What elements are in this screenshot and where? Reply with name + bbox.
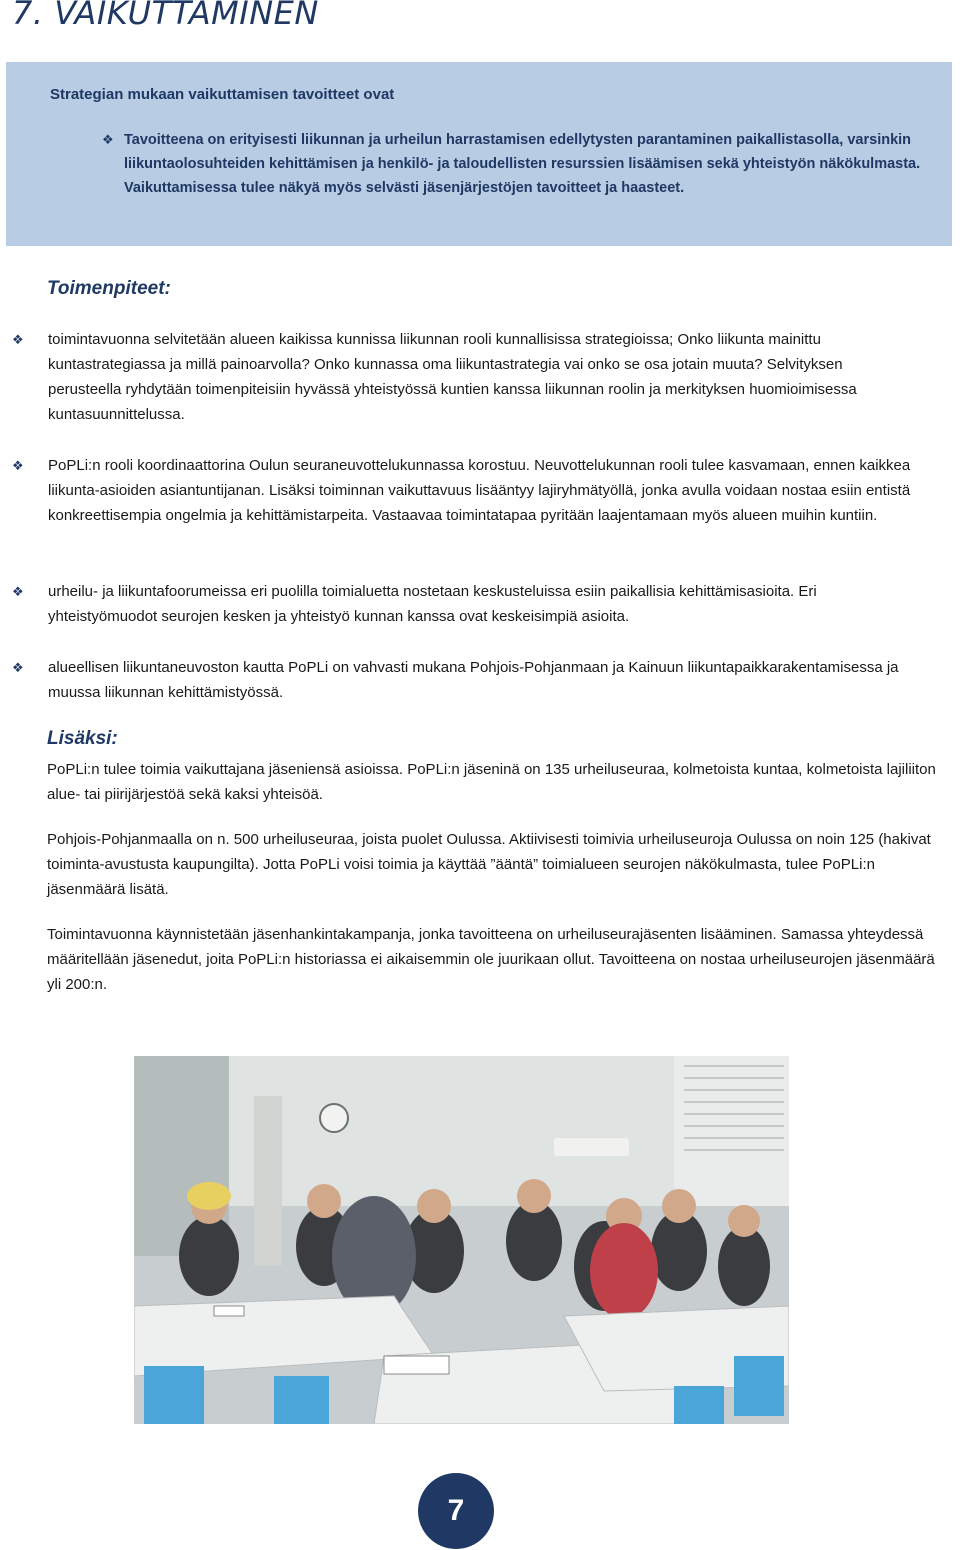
measure-item	[12, 327, 912, 427]
strategy-title: Strategian mukaan vaikuttamisen tavoitteet ovat	[50, 86, 395, 103]
diamond-bullet-icon: ❖	[102, 132, 114, 147]
page-heading: 7. VAIKUTTAMINEN	[12, 0, 319, 32]
measure-item-text: toimintavuonna selvitetään alueen kaikissa kunnissa liikunnan rooli kunnallisissa strategioissa; Onko liikunta mainittu kuntastrategiassa ja millä painoarvolla? Onko kunnassa oma liikuntastrategia vai onko se osa jotain muuta? Selvityksen perusteella ryhdytään toimenpiteisiin hyvässä yhteistyössä kuntien kanssa liikunnan roolin ja merkityksen huomioimisessa kuntasuunnittelussa.	[48, 331, 857, 423]
paragraph: PoPLi:n tulee toimia vaikuttajana jäseniensä asioissa. PoPLi:n jäseninä on 135 urheiluseuraa, kolmetoista kuntaa, kolmetoista lajiliiton alue- tai piirijärjestöä sekä kaksi yhteisöä.	[47, 761, 936, 803]
measure-item	[12, 453, 912, 528]
diamond-bullet-icon: ❖	[12, 660, 24, 675]
measure-item	[12, 655, 912, 705]
measure-item	[12, 579, 912, 629]
diamond-bullet-icon: ❖	[12, 458, 24, 473]
strategy-bullet-text: Tavoitteena on erityisesti liikunnan ja urheilun harrastamisen edellytysten parantaminen paikallistasolla, varsinkin liikuntaolosuhteiden kehittämisen ja henkilö- ja taloudellisten resurssien lisäämisen sekä yhteistyön näkökulmasta. Vaikuttamisessa tulee näkyä myös selvästi jäsenjärjestöjen tavoitteet ja haasteet.	[124, 132, 921, 196]
diamond-bullet-icon: ❖	[12, 584, 24, 599]
paragraph: Pohjois-Pohjanmaalla on n. 500 urheiluseuraa, joista puolet Oulussa. Aktiivisesti toimivia urheiluseuroja Oulussa on noin 125 (hakivat toiminta-avustusta kaupungilta). Jotta PoPLi voisi toimia ja käyttää ”ääntä” toimialueen seurojen näkökulmasta, tulee PoPLi:n jäsenmäärä lisätä.	[47, 831, 931, 898]
measures-title: Toimenpiteet:	[47, 278, 171, 299]
measure-item-text: alueellisen liikuntaneuvoston kautta PoPLi on vahvasti mukana Pohjois-Pohjanmaan ja Kainuun liikuntapaikkarakentamisessa ja muussa liikunnan kehittämistyössä.	[48, 659, 899, 701]
page-number-badge: 7	[418, 1473, 494, 1549]
measure-item-text: urheilu- ja liikuntafoorumeissa eri puolilla toimialuetta nostetaan keskusteluissa esiin paikallisia kehittämisasioita. Eri yhteistyömuodot seurojen kesken ja yhteistyö kunnan kanssa ovat keskeisimpiä asioita.	[48, 583, 817, 625]
meeting-photo	[134, 1056, 789, 1424]
diamond-bullet-icon: ❖	[12, 332, 24, 347]
additionally-title: Lisäksi:	[47, 728, 118, 749]
meeting-photo-illustration	[134, 1056, 789, 1424]
paragraph: Toimintavuonna käynnistetään jäsenhankintakampanja, jonka tavoitteena on urheiluseurajäsenten lisääminen. Samassa yhteydessä määritellään jäsenedut, joita PoPLi:n historiassa ei aikaisemmin ole juurikaan ollut. Tavoitteena on nostaa urheiluseurojen jäsenmäärä yli 200:n.	[47, 926, 935, 993]
strategy-bullet	[102, 128, 932, 200]
measure-item-text: PoPLi:n rooli koordinaattorina Oulun seuraneuvottelukunnassa korostuu. Neuvottelukunnan rooli tulee kasvamaan, ennen kaikkea liikunta-asioiden asiantuntijanan. Lisäksi toiminnan vaikuttavuus lisääntyy lajiryhmätyöllä, jonka avulla voidaan nostaa esiin entistä konkreettisempia ongelmia ja kehittämistarpeita. Vastaavaa toimintatapaa pyritään laajentamaan myös alueen muihin kuntiin.	[48, 457, 911, 524]
strategy-box	[6, 62, 952, 246]
